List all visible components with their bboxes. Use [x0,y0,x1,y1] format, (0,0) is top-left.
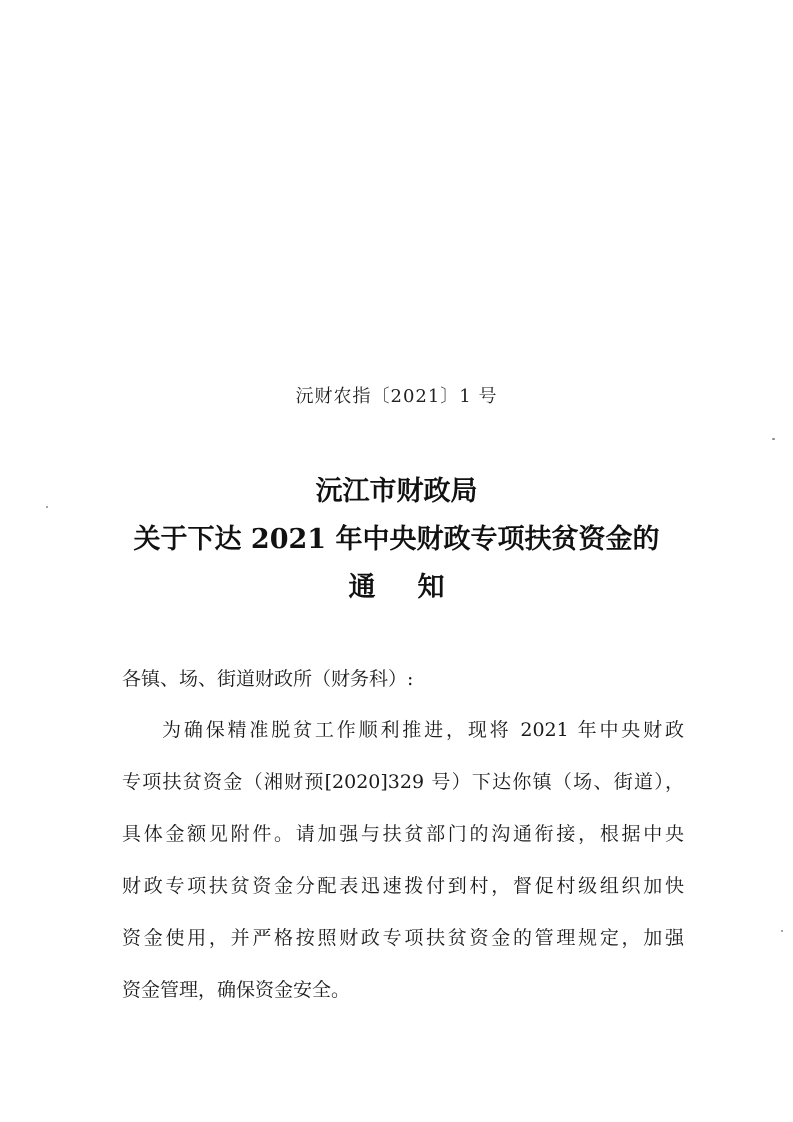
body-line: 具体金额见附件。请加强与扶贫部门的沟通衔接，根据中央 [122,823,684,845]
title-issuer: 沅江市财政局 [315,476,478,507]
title-notice: 通知 [348,572,487,603]
document-number: 沅财农指〔2021〕1 号 [295,386,498,407]
title-subject: 关于下达 2021 年中央财政专项扶贫资金的 [133,524,660,555]
salutation: 各镇、场、街道财政所（财务科）: [122,668,414,690]
body-line: 财政专项扶贫资金分配表迅速拨付到村，督促村级组织加快 [122,875,684,897]
scan-speck [46,506,48,508]
body-line: 专项扶贫资金（湘财预[2020]329 号）下达你镇（场、街道）， [122,771,684,793]
body-line: 资金管理，确保资金安全。 [122,979,351,1001]
body-line: 资金使用，并严格按照财政专项扶贫资金的管理规定，加强 [122,927,684,949]
scan-speck [772,438,775,440]
body-paragraph [122,715,684,1027]
body-line: 为确保精准脱贫工作顺利推进，现将 2021 年中央财政 [162,719,684,741]
document-title [0,468,793,612]
scan-speck [781,930,783,932]
